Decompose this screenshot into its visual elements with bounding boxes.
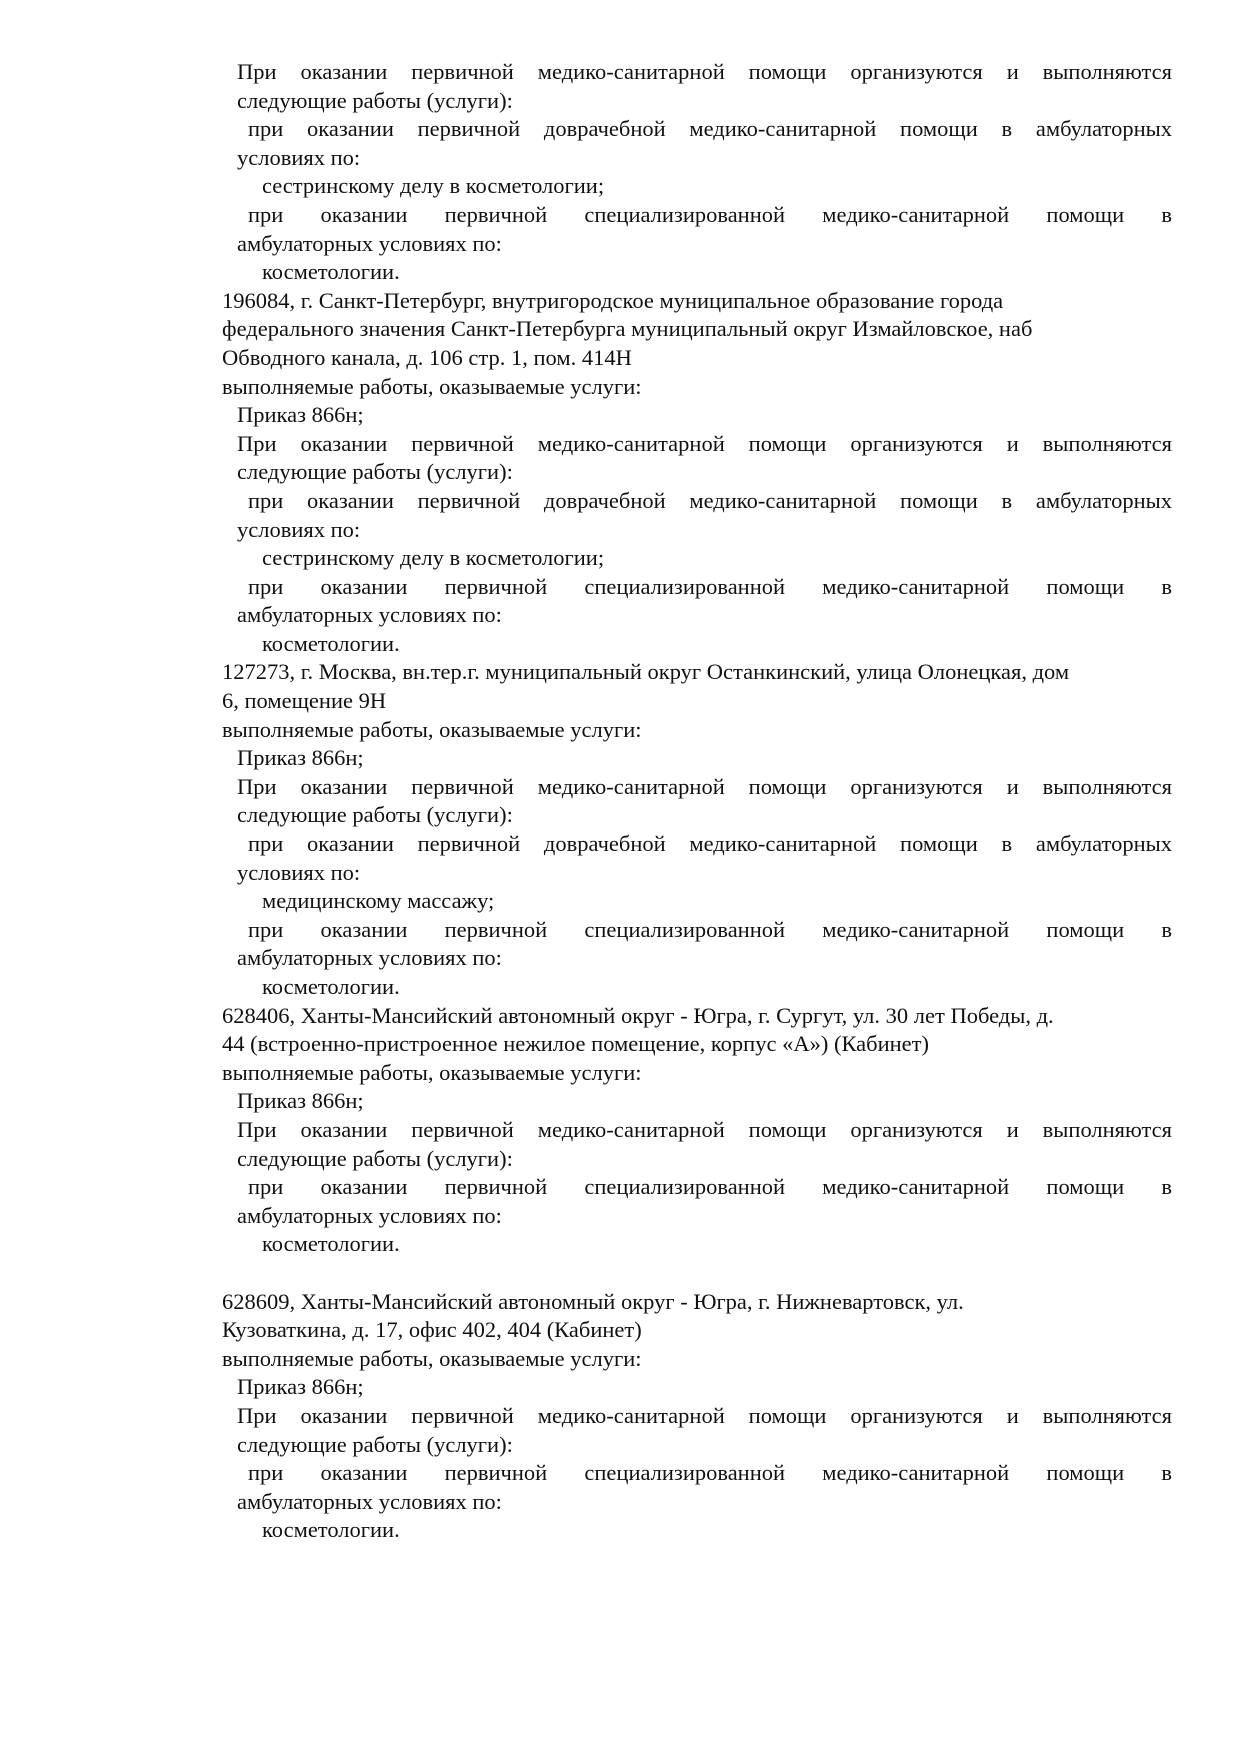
text-line: косметологии.: [262, 259, 400, 285]
text-line: выполняемые работы, оказываемые услуги:: [222, 1059, 642, 1085]
text-line: Приказ 866н;: [237, 402, 364, 428]
text-line: косметологии.: [262, 1517, 400, 1543]
text-line: при оказании первичной специализированной медико-санитарной помощи в: [248, 573, 1172, 599]
text-line: следующие работы (услуги):: [237, 1145, 513, 1171]
address-section: [222, 658, 1172, 1001]
address-section: [222, 1288, 1172, 1545]
text-line: медицинскому массажу;: [262, 888, 495, 914]
text-line: при оказании первичной доврачебной медико-санитарной помощи в амбулаторных: [248, 487, 1172, 513]
text-line: При оказании первичной медико-санитарной помощи организуются и выполняются: [237, 773, 1172, 799]
text-line: условиях по:: [237, 516, 361, 542]
text-line: при оказании первичной доврачебной медико-санитарной помощи в амбулаторных: [248, 831, 1172, 857]
text-line: выполняемые работы, оказываемые услуги:: [222, 373, 642, 399]
text-line: косметологии.: [262, 1231, 400, 1257]
text-line: Приказ 866н;: [237, 745, 364, 771]
text-line: федерального значения Санкт-Петербурга муниципальный округ Измайловское, наб: [222, 316, 1033, 342]
text-line: При оказании первичной медико-санитарной помощи организуются и выполняются: [237, 1402, 1172, 1428]
text-line: условиях по:: [237, 144, 361, 170]
text-line: 44 (встроенно-пристроенное нежилое помещение, корпус «А») (Кабинет): [222, 1031, 929, 1057]
text-line: 127273, г. Москва, вн.тер.г. муниципальный округ Останкинский, улица Олонецкая, дом: [222, 659, 1070, 685]
text-line: 628609, Ханты-Мансийский автономный округ - Югра, г. Нижневартовск, ул.: [222, 1288, 964, 1314]
text-line: следующие работы (услуги):: [237, 459, 513, 485]
text-line: 196084, г. Санкт-Петербург, внутригородское муниципальное образование города: [222, 287, 1004, 313]
text-line: Приказ 866н;: [237, 1088, 364, 1114]
text-line: при оказании первичной специализированной медико-санитарной помощи в: [248, 916, 1172, 942]
text-line: косметологии.: [262, 630, 400, 656]
text-line: 6, помещение 9Н: [222, 688, 387, 714]
text-line: косметологии.: [262, 974, 400, 999]
text-line: амбулаторных условиях по:: [237, 602, 502, 628]
text-line: амбулаторных условиях по:: [237, 1202, 502, 1228]
text-line: выполняемые работы, оказываемые услуги:: [222, 1345, 642, 1371]
address-section: [222, 1002, 1172, 1288]
text-line: амбулаторных условиях по:: [237, 945, 502, 971]
text-line: следующие работы (услуги):: [237, 802, 513, 828]
text-line: Кузоваткина, д. 17, офис 402, 404 (Кабинет): [222, 1317, 642, 1343]
text-line: следующие работы (услуги):: [237, 87, 513, 113]
text-line: при оказании первичной специализированной медико-санитарной помощи в: [248, 1460, 1172, 1486]
text-line: Обводного канала, д. 106 стр. 1, пом. 414Н: [222, 344, 632, 370]
text-line: сестринскому делу в косметологии;: [262, 173, 605, 199]
text-line: При оказании первичной медико-санитарной помощи организуются и выполняются: [237, 430, 1172, 456]
text-line: При оказании первичной медико-санитарной помощи организуются и выполняются: [237, 59, 1172, 84]
text-line: условиях по:: [237, 859, 361, 885]
text-line: амбулаторных условиях по:: [237, 230, 502, 256]
text-line: При оказании первичной медико-санитарной помощи организуются и выполняются: [237, 1116, 1172, 1142]
text-line: при оказании первичной специализированной медико-санитарной помощи в: [248, 201, 1172, 227]
text-line: при оказании первичной доврачебной медико-санитарной помощи в амбулаторных: [248, 116, 1172, 142]
text-line: при оказании первичной специализированной медико-санитарной помощи в: [248, 1174, 1172, 1200]
text-line: выполняемые работы, оказываемые услуги:: [222, 716, 642, 742]
text-line: следующие работы (услуги):: [237, 1431, 513, 1457]
blank-line: [222, 1259, 1172, 1288]
address-section: [222, 58, 1172, 287]
text-line: амбулаторных условиях по:: [237, 1488, 502, 1514]
text-line: сестринскому делу в косметологии;: [262, 545, 605, 571]
text-line: 628406, Ханты-Мансийский автономный округ - Югра, г. Сургут, ул. 30 лет Победы, д.: [222, 1002, 1054, 1028]
address-section: [222, 287, 1172, 659]
text-line: Приказ 866н;: [237, 1374, 364, 1400]
document-page: [222, 58, 1172, 1545]
